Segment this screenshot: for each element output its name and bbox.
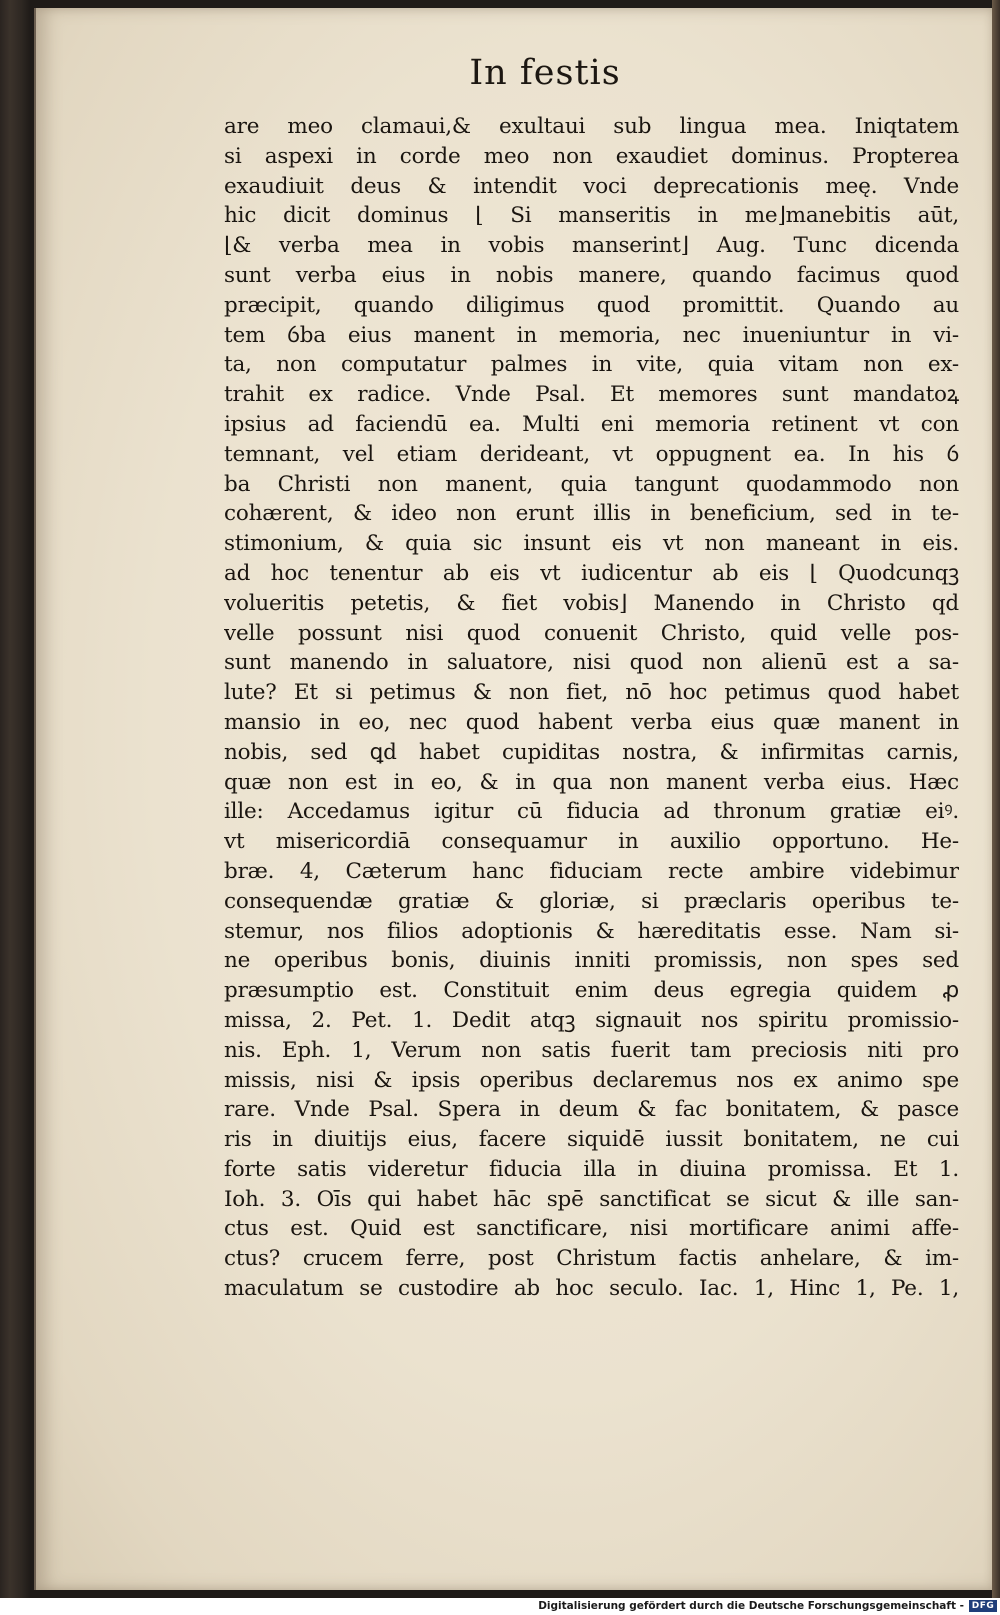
text-line: rare. Vnde Psal. Spera in deum & fac bonitatem, & pasce [224,1097,959,1123]
text-line: missis, nisi & ipsis operibus declaremus nos ex animo spe [224,1067,959,1093]
text-line: vt misericordiā consequamur in auxilio opportuno. He- [224,829,959,855]
text-line: si aspexi in corde meo non exaudiet dominus. Propterea [224,143,959,169]
text-line: Ioh. 3. Oīs qui habet hāc spē sanctificat se sicut & ille san- [224,1186,959,1212]
text-line: ne operibus bonis, diuinis inniti promissis, non spes sed [224,948,959,974]
funding-credit: Digitalisierung gefördert durch die Deutsche Forschungsgemeinschaft - [538,1600,964,1612]
text-line: bræ. 4, Cæterum hanc fiduciam recte ambire videbimur [224,858,959,884]
body-text [224,112,959,1304]
text-line: sunt manendo in saluatore, nisi quod non alienū est a sa- [224,650,959,676]
text-line: are meo clamaui,& exultaui sub lingua mea. Iniqtatem [224,114,959,139]
book-page [34,8,994,1590]
text-line: exaudiuit deus & intendit voci deprecationis meę. Vnde [224,173,959,199]
text-line: stimonium, & quia sic insunt eis vt non maneant in eis. [224,531,959,557]
text-line: ba Christi non manent, quia tangunt quodammodo non [224,471,959,497]
dfg-logo: DFG [969,1600,997,1612]
text-line: ipsius ad faciendū ea. Multi eni memoria retinent vt con [224,411,959,437]
text-line: temnant, vel etiam derideant, vt oppugnent ea. In his ỽ [224,441,959,467]
footer-bar [0,1598,1000,1615]
text-line: ctus? crucem ferre, post Christum factis anhelare, & im- [224,1246,959,1272]
text-line: ctus est. Quid est sanctificare, nisi mortificare animi affe- [224,1216,959,1242]
text-line: quæ non est in eo, & in qua non manent verba eius. Hæc [224,769,959,795]
text-line: præcipit, quando diligimus quod promittit. Quando au [224,292,959,318]
text-line: ris in diuitijs eius, facere siquidē iussit bonitatem, ne cui [224,1127,959,1153]
text-line: consequendæ gratiæ & gloriæ, si præclaris operibus te- [224,888,959,914]
running-head: In festis [469,53,621,93]
text-line: forte satis videretur fiducia illa in diuina promissa. Et 1. [224,1156,959,1182]
text-line: ta, non computatur palmes in vite, quia vitam non ex- [224,352,959,378]
text-line: tem ỽba eius manent in memoria, nec inueniuntur in vi- [224,322,959,348]
text-line: trahit ex radice. Vnde Psal. Et memores sunt mandatoꝝ [224,382,959,408]
text-line: ille: Accedamus igitur cū fiducia ad thronum gratiæ eiꝰ. [224,799,959,825]
text-line: nis. Eph. 1, Verum non satis fuerit tam preciosis niti pro [224,1037,959,1063]
text-line: stemur, nos filios adoptionis & hæreditatis esse. Nam si- [224,918,959,944]
text-line: velle possunt nisi quod conuenit Christo, quid velle pos- [224,620,959,646]
text-line: præsumptio est. Constituit enim deus egregia quidem ꝓ [224,978,959,1004]
page-edge [992,0,1000,1598]
text-line: sunt verba eius in nobis manere, quando facimus quod [224,262,959,288]
text-line: mansio in eo, nec quod habent verba eius quæ manent in [224,709,959,735]
text-line: ⌊& verba mea in vobis manserint⌋ Aug. Tunc dicenda [224,233,959,259]
text-line: missa, 2. Pet. 1. Dedit atqꝫ signauit nos spiritu promissio- [224,1007,959,1033]
text-line: volueritis petetis, & fiet vobis⌋ Manendo in Christo qd [224,590,959,616]
text-line: nobis, sed ꝗd habet cupiditas nostra, & infirmitas carnis, [224,739,959,765]
text-line: maculatum se custodire ab hoc seculo. Iac. 1, Hinc 1, Pe. 1, [224,1276,959,1302]
text-line: ad hoc tenentur ab eis vt iudicentur ab eis ⌊ Quodcunqꝫ [224,560,959,586]
text-line: lute? Et si petimus & non fiet, nō hoc petimus quod habet [224,680,959,706]
text-line: cohærent, & ideo non erunt illis in beneficium, sed in te- [224,501,959,527]
text-line: hic dicit dominus ⌊ Si manseritis in me⌋manebitis aūt, [224,203,959,229]
